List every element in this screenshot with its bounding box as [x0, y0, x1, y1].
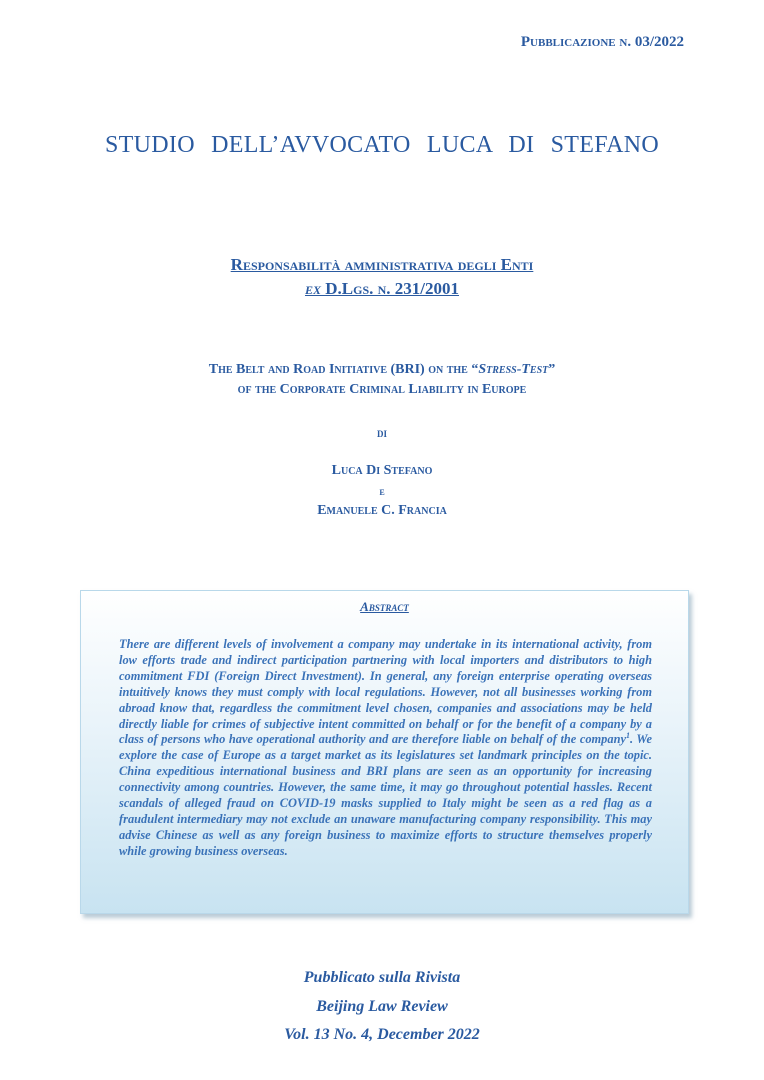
- paper-title-line-2: of the Corporate Criminal Liability in Europe: [237, 382, 527, 397]
- abstract-box: [80, 590, 689, 914]
- journal-issue: Vol. 13 No. 4, December 2022: [284, 1026, 480, 1043]
- author-1: Luca Di Stefano: [331, 463, 433, 478]
- author-2: Emanuele C. Francia: [317, 503, 447, 518]
- journal-name: Beijing Law Review: [316, 998, 448, 1015]
- subject-line-2: [0, 279, 764, 299]
- footnote-mark[interactable]: 1: [625, 731, 630, 741]
- published-in-label: Pubblicato sulla Rivista: [303, 969, 461, 986]
- byline-conjunction: e: [379, 484, 385, 498]
- abstract-heading: Abstract: [360, 599, 409, 614]
- subject-ex: ex: [304, 279, 321, 298]
- title-prefix: The Belt and Road Initiative (BRI) on the “: [208, 362, 479, 377]
- byline-di: di: [376, 425, 387, 440]
- publication-number: Pubblicazione n. 03/2022: [520, 34, 684, 50]
- title-stress-test: Stress-Test: [478, 362, 549, 377]
- abstract-text: [119, 637, 652, 860]
- title-suffix: ”: [548, 362, 556, 377]
- abstract-text-part-1: There are different levels of involvement a company may undertake in its international activity, from low efforts trade and indirect participation partnering with local importers and distributors to high commitment FDI (Foreign Direct Investment). In general, any foreign enterprise operating overseas intuitively knows they must comply with local regulations. However, not all businesses working from abroad know that, regardless the commitment level chosen, companies and associations may be held directly liable for crimes of subjective intent committed on behalf or for the benefit of a company by a class of persons who have operational authority and are therefore liable on behalf of the company: [119, 637, 652, 747]
- studio-name: STUDIO DELL’AVVOCATO LUCA DI STEFANO: [105, 132, 659, 158]
- paper-title-line-1: [0, 362, 764, 378]
- subject-decree: D.Lgs. n. 231/2001: [321, 279, 460, 298]
- abstract-text-part-2: . We explore the case of Europe as a target market as its legislatures set landmark principles on the topic. China expeditious international business and BRI plans are seen as an opportunity for increasing connectivity among countries. However, the same time, it may go throughout potential hassles. Recent scandals of alleged fraud on COVID-19 masks supplied to Italy might be seen as a red flag as a fraudulent intermediary may not exclude an unaware manufacturing company responsibility. This may advise Chinese as well as any foreign business to maximize efforts to structure themselves properly while growing business overseas.: [119, 732, 652, 858]
- subject-line-1: Responsabilità amministrativa degli Enti: [230, 255, 534, 274]
